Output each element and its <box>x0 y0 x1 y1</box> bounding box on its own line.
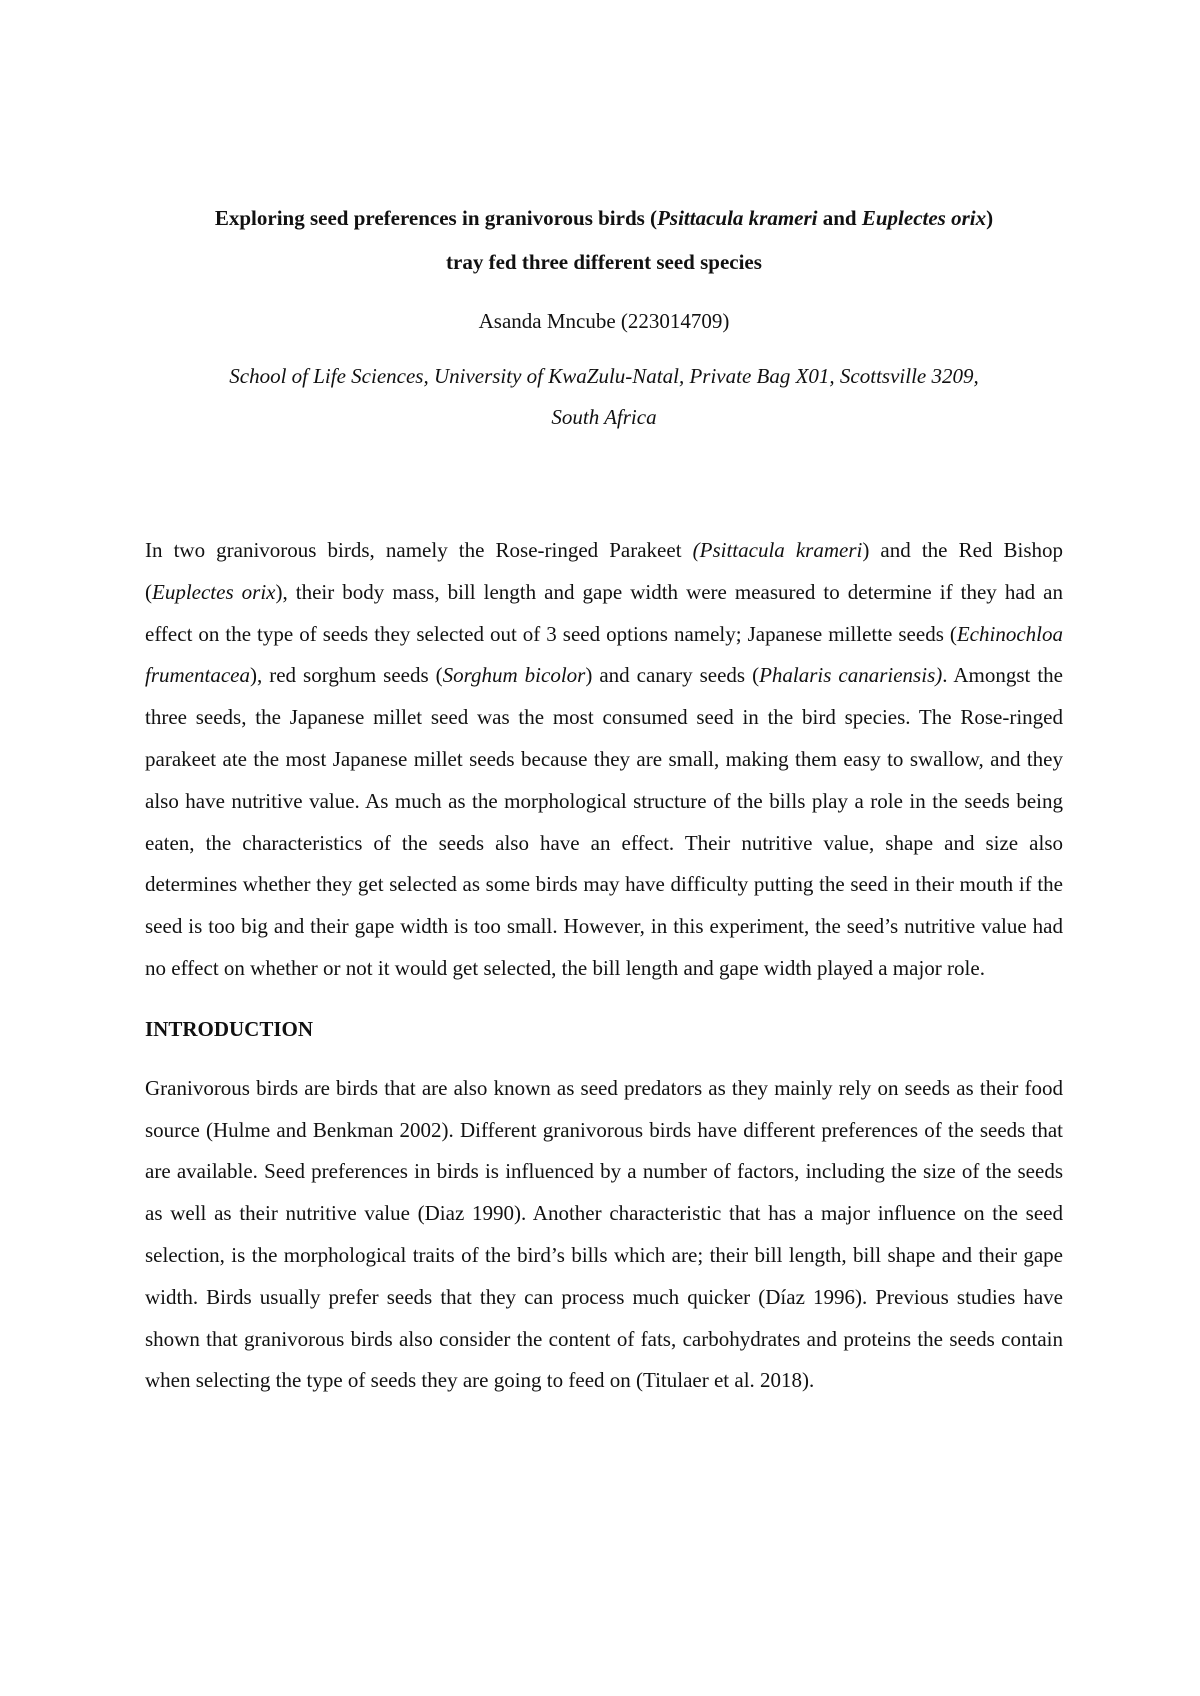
abstract-text-6: . Amongst the three seeds, the Japanese millet seed was the most consumed seed in the bird species. The Rose-ringed parakeet ate the most Japanese millet seeds because they are small, making them easy to swallow, and they also have nutritive value. As much as the morphological structure of the bills play a role in the seeds being eaten, the characteristics of the seeds also have an effect. Their nutritive value, shape and size also determines whether they get selected as some birds may have difficulty putting the seed in their mouth if the seed is too big and their gape width is too small. However, in this experiment, the seed’s nutritive value had no effect on whether or not it would get selected, the bill length and gape width played a major role. <box>145 663 1063 980</box>
abstract-species-2: Euplectes orix <box>152 579 276 604</box>
page-content <box>145 196 1063 1402</box>
abstract-text-4: ), red sorghum seeds ( <box>249 663 443 688</box>
author-line: Asanda Mncube (223014709) <box>478 309 730 333</box>
title-species-2: Euplectes orix <box>861 206 987 230</box>
abstract-text-1: In two granivorous birds, namely the Rose-ringed Parakeet <box>145 538 693 562</box>
paper-title <box>145 196 1063 284</box>
title-line-2: tray fed three different seed species <box>446 250 762 274</box>
introduction-heading: INTRODUCTION <box>145 1016 314 1041</box>
title-and: and <box>817 206 862 230</box>
affiliation-line-2: South Africa <box>551 405 657 429</box>
abstract-text-2: ) and the Red Bishop ( <box>145 538 1064 604</box>
abstract-text-3: ), their body mass, bill length and gape width were measured to determine if they had an effect on the type of seeds they selected out of 3 seed options namely; Japanese millette seeds ( <box>145 579 1063 646</box>
abstract-species-3: Echinochloa frumentacea <box>145 621 1063 688</box>
abstract-species-5: Phalaris canariensis) <box>759 663 943 688</box>
affiliation <box>145 356 1063 438</box>
abstract-paragraph <box>145 530 1063 990</box>
title-species-1: Psittacula krameri <box>657 206 818 230</box>
title-text-1: Exploring seed preferences in granivorous birds ( <box>214 206 658 230</box>
title-text-2: ) <box>986 206 994 230</box>
abstract-text-5: ) and canary seeds ( <box>585 663 760 688</box>
affiliation-line-1: School of Life Sciences, University of KwaZulu-Natal, Private Bag X01, Scottsville 3209, <box>229 364 979 388</box>
abstract-species-4: Sorghum bicolor <box>442 663 586 688</box>
introduction-paragraph: Granivorous birds are birds that are also known as seed predators as they mainly rely on seeds as their food source (Hulme and Benkman 2002). Different granivorous birds have different preferences of the seeds that are available. Seed preferences in birds is influenced by a number of factors, including the size of the seeds as well as their nutritive value (Diaz 1990). Another characteristic that has a major influence on the seed selection, is the morphological traits of the bird’s bills which are; their bill length, bill shape and their gape width. Birds usually prefer seeds that they can process much quicker (Díaz 1996). Previous studies have shown that granivorous birds also consider the content of fats, carbohydrates and proteins the seeds contain when selecting the type of seeds they are going to feed on (Titulaer et al. 2018). <box>145 1075 1063 1393</box>
abstract-species-1: (Psittacula krameri <box>692 538 863 562</box>
